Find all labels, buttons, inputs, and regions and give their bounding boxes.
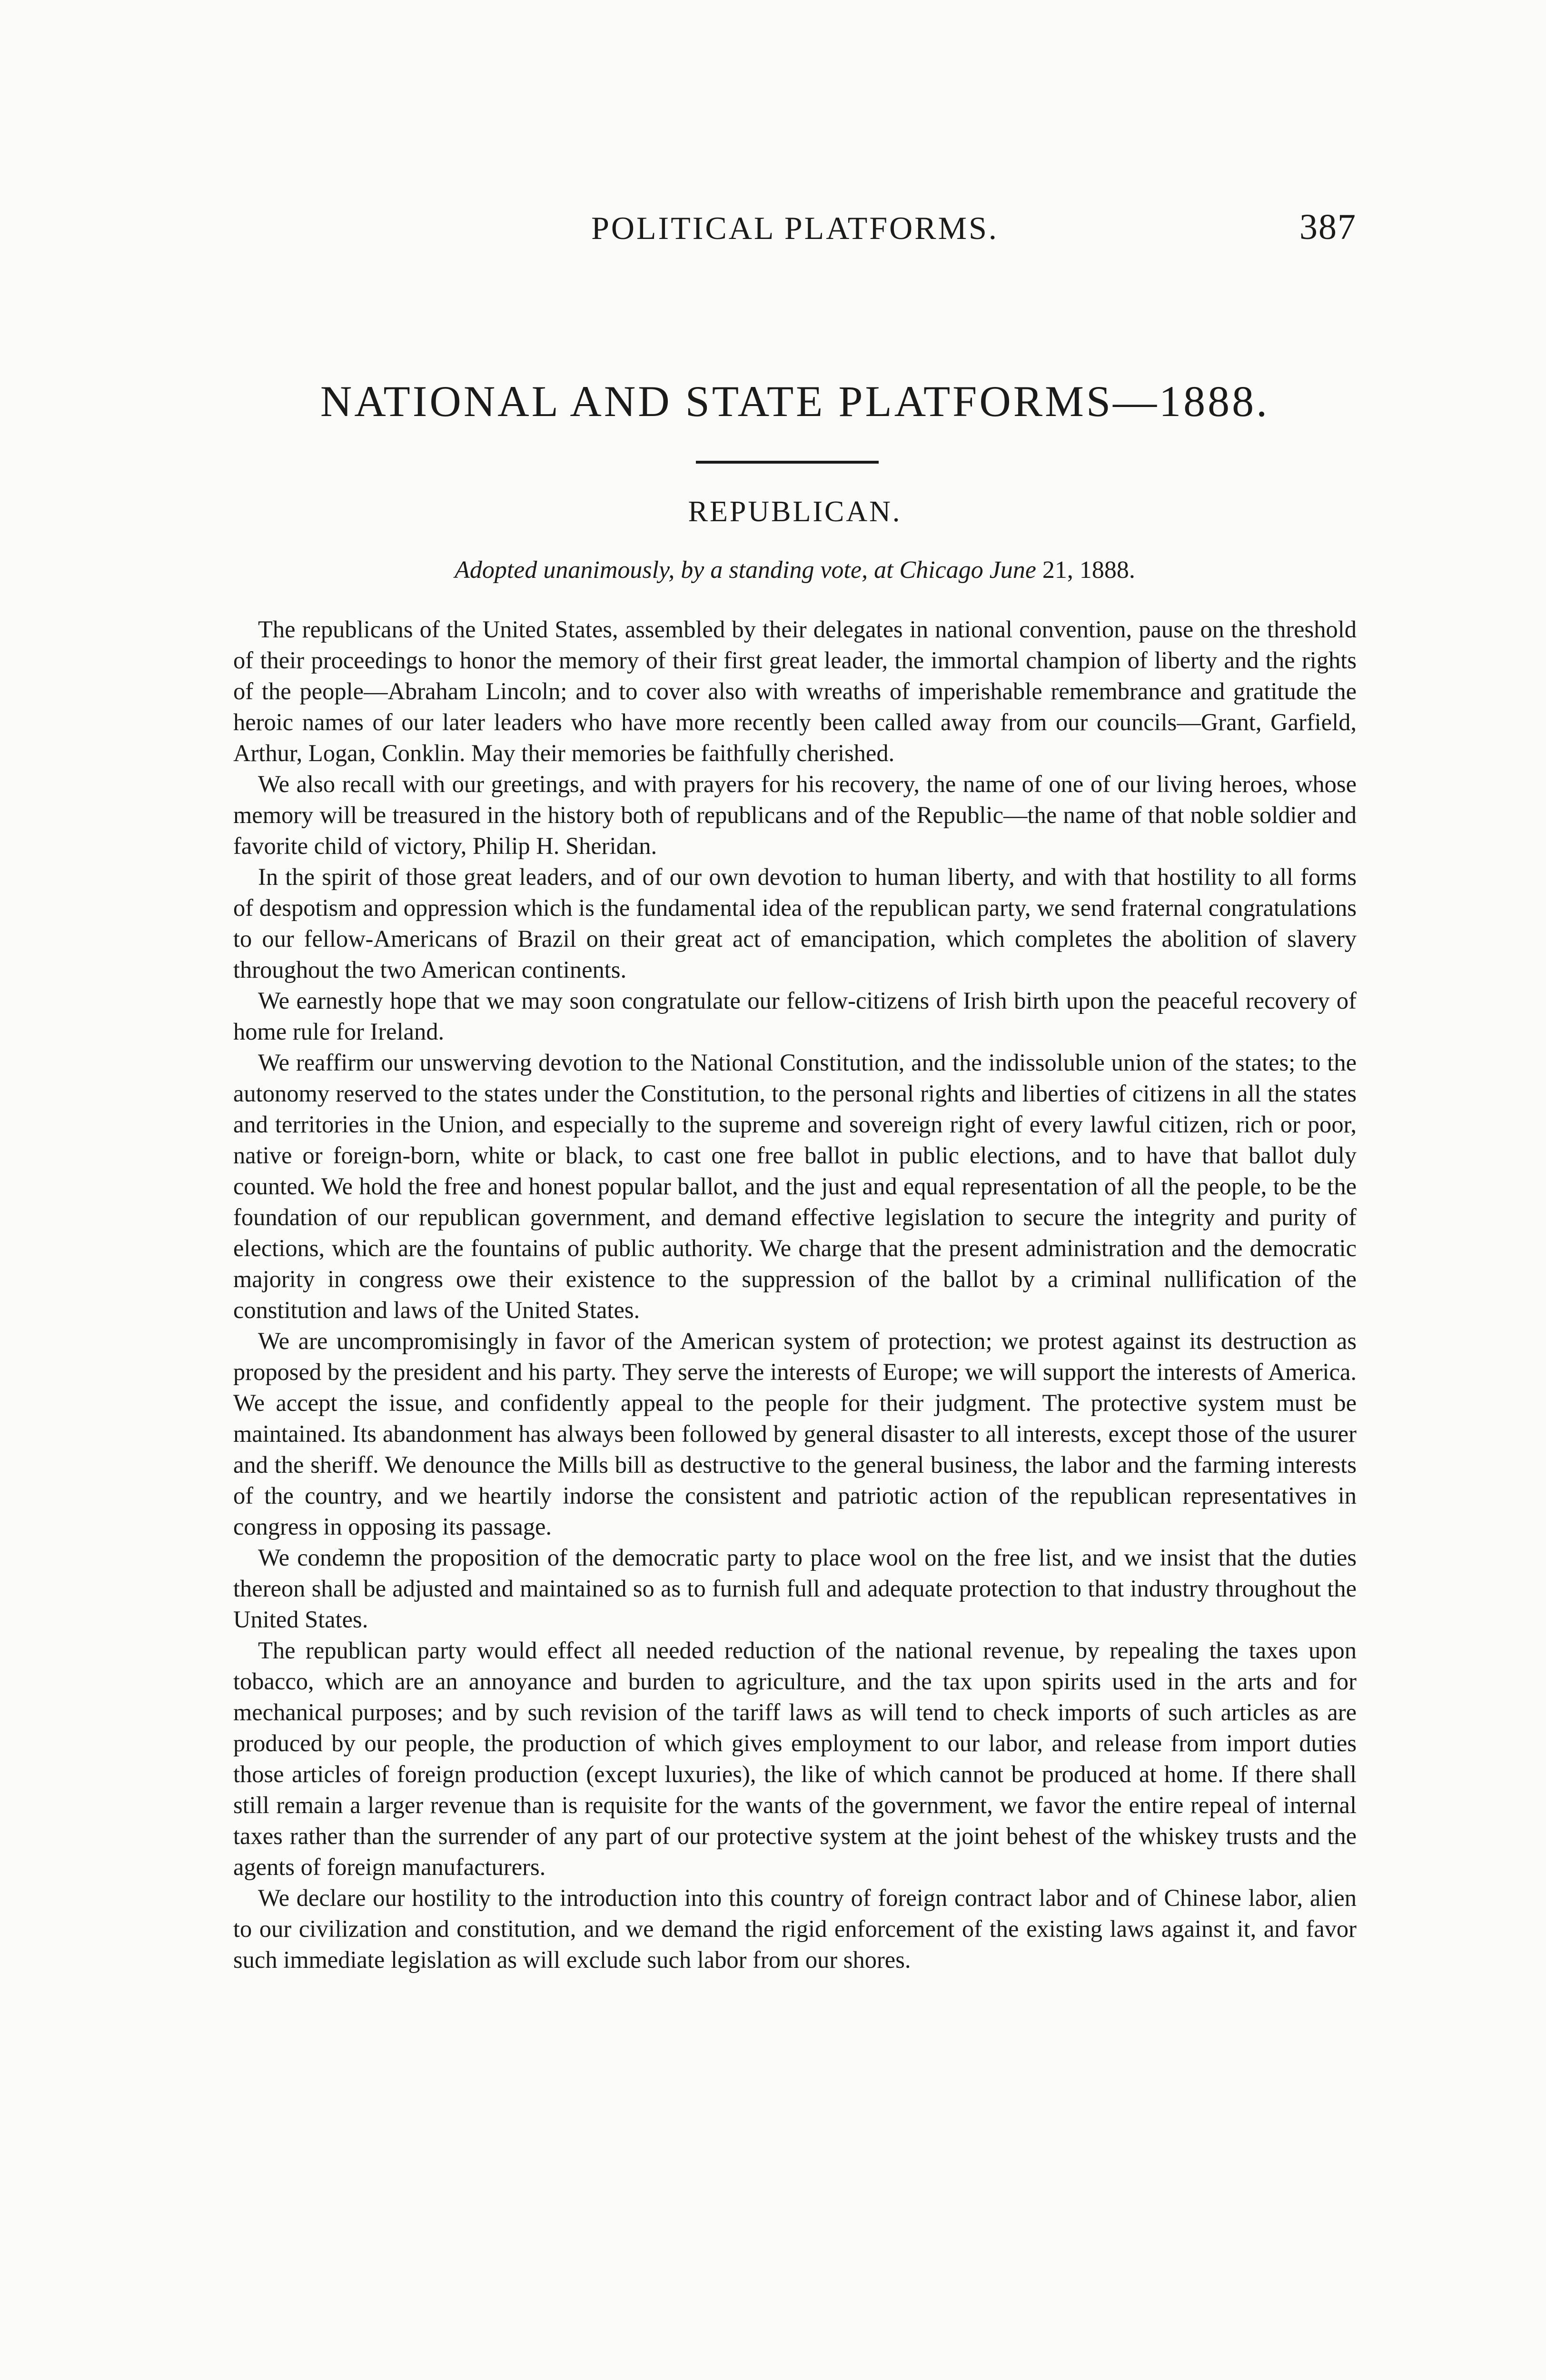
adoption-note: [233, 556, 1357, 584]
paragraph-protection: We are uncompromisingly in favor of the American system of protection; we protest against its destruction as proposed by the president and his party. They serve the interests of Europe; we will support the interests of America. We accept the issue, and confidently appeal to the people for their judgment. The protective system must be maintained. Its abandonment has always been followed by general disaster to all interests, except those of the usurer and the sheriff. We denounce the Mills bill as destructive to the general business, the labor and the farming interests of the country, and we heartily indorse the consistent and patriotic action of the republican representatives in congress in opposing its passage.: [233, 1328, 1357, 1540]
paragraph-wool: We condemn the proposition of the democratic party to place wool on the free list, and we insist that the duties thereon shall be adjusted and maintained so as to furnish full and adequate protection to that industry throughout the United States.: [233, 1544, 1357, 1633]
paragraph-labor: We declare our hostility to the introduction into this country of foreign contract labor and of Chinese labor, alien to our civilization and constitution, and we demand the rigid enforcement of the existing laws against it, and favor such immediate legislation as will exclude such labor from our shores.: [233, 1884, 1357, 1973]
paragraph-revenue: The republican party would effect all needed reduction of the national revenue, by repealing the taxes upon tobacco, which are an annoyance and burden to agriculture, and the tax upon spirits used in the arts and for mechanical purposes; and by such revision of the tariff laws as will tend to check imports of such articles as are produced by our people, the production of which gives employment to our labor, and release from import duties those articles of foreign production (except luxuries), the like of which cannot be produced at home. If there shall still remain a larger revenue than is requisite for the wants of the government, we favor the entire repeal of internal taxes rather than the surrender of any part of our protective system at the joint behest of the whiskey trusts and the agents of foreign manufacturers.: [233, 1637, 1357, 1880]
title-rule: [696, 461, 879, 464]
paragraph-ireland: We earnestly hope that we may soon congratulate our fellow-citizens of Irish birth upon the peaceful recovery of home rule for Ireland.: [233, 987, 1357, 1045]
adoption-note-italic: Adopted unanimously, by a standing vote, at Chicago June: [455, 556, 1036, 584]
paragraph-constitution: We reaffirm our unswerving devotion to the National Constitution, and the indissoluble union of the states; to the autonomy reserved to the states under the Constitution, to the personal rights and liberties of citizens in all the states and territories in the Union, and especially to the supreme and sovereign right of every lawful citizen, rich or poor, native or foreign-born, white or black, to cast one free ballot in public elections, and to have that ballot duly counted. We hold the free and honest popular ballot, and the just and equal representation of all the people, to be the foundation of our republican government, and demand effective legislation to secure the integrity and purity of elections, which are the fountains of public authority. We charge that the present administration and the democratic majority in congress owe their existence to the suppression of the ballot by a criminal nullification of the constitution and laws of the United States.: [233, 1049, 1357, 1323]
paragraph-memorial: The republicans of the United States, assembled by their delegates in national convention, pause on the threshold of their proceedings to honor the memory of their first great leader, the immortal champion of liberty and the rights of the people—Abraham Lincoln; and to cover also with wreaths of imperishable remembrance and gratitude the heroic names of our later leaders who have more recently been called away from our councils—Grant, Garfield, Arthur, Logan, Conklin. May their memories be faithfully cherished.: [233, 616, 1357, 766]
page-number: 387: [1299, 207, 1357, 247]
main-title: NATIONAL AND STATE PLATFORMS—1888.: [320, 377, 1270, 426]
paragraph-sheridan: We also recall with our greetings, and with prayers for his recovery, the name of one of our living heroes, whose memory will be treasured in the history both of republicans and of the Republic—the name of that noble soldier and favorite child of victory, Philip H. Sheridan.: [233, 771, 1357, 859]
running-head-title: POLITICAL PLATFORMS.: [591, 210, 999, 246]
paragraph-brazil: In the spirit of those great leaders, and of our own devotion to human liberty, and with that hostility to all forms of despotism and oppression which is the fundamental idea of the republican party, we send fraternal congratulations to our fellow-Americans of Brazil on their great act of emancipation, which completes the abolition of slavery throughout the two American continents.: [233, 863, 1357, 983]
running-head: [233, 209, 1357, 257]
section-title: REPUBLICAN.: [688, 496, 902, 528]
platform-text: [233, 614, 1357, 1975]
adoption-note-date: 21, 1888.: [1042, 556, 1135, 584]
